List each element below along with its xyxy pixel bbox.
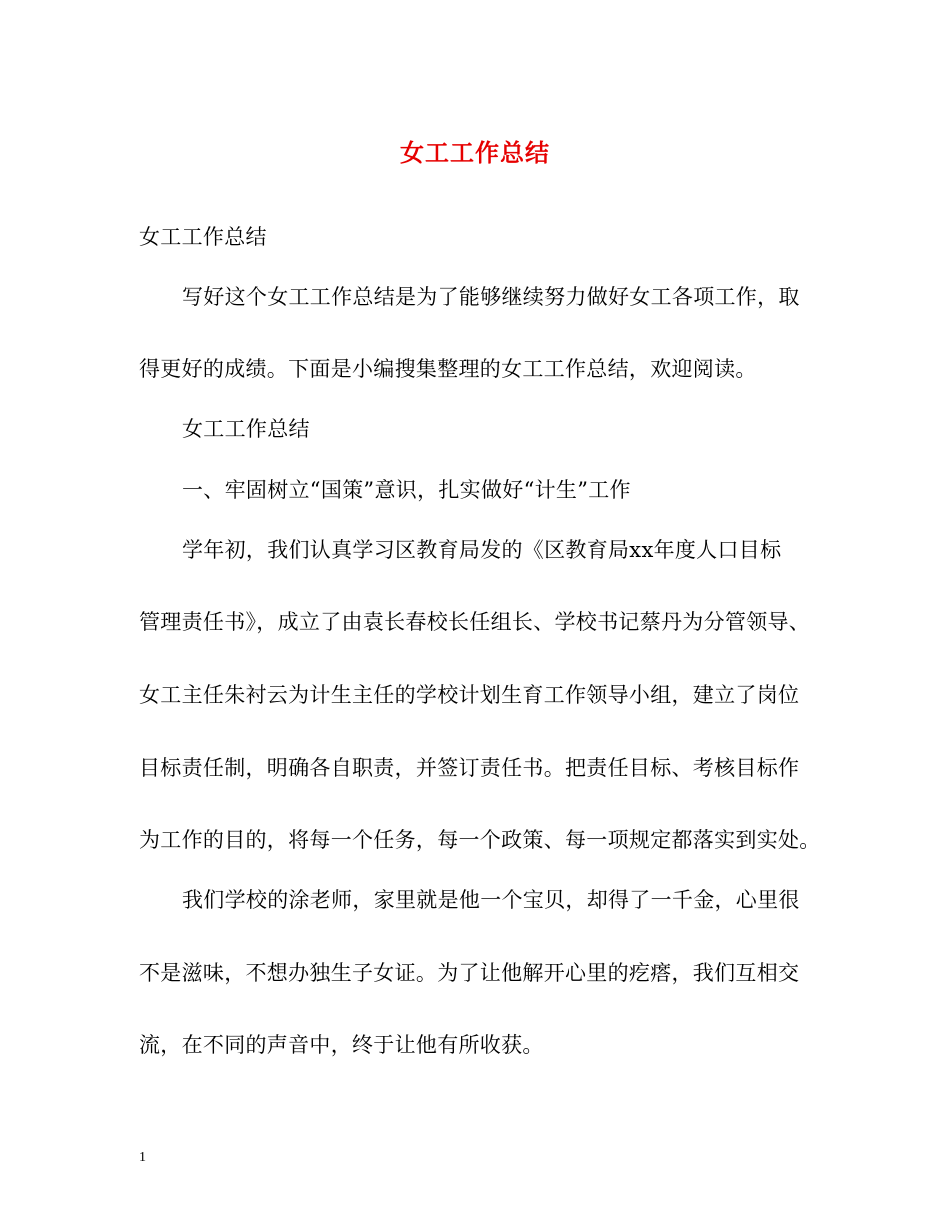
para1-line-4: 目标责任制，明确各自职责，并签订责任书。把责任目标、考核目标作 [139,756,800,780]
para1-line-3: 女工主任朱衬云为计生主任的学校计划生育工作领导小组，建立了岗位 [139,683,800,707]
document-title: 女工工作总结 [400,138,550,167]
heading-1: 一、牢固树立“国策”意识，扎实做好“计生”工作 [182,478,631,502]
para1-line-2: 管理责任书》，成立了由袁长春校长任组长、学校书记蔡丹为分管领导、 [139,610,811,634]
subtitle: 女工工作总结 [139,225,267,249]
section-title: 女工工作总结 [182,417,310,441]
para2-line-2: 不是滋味，不想办独生子女证。为了让他解开心里的疙瘩，我们互相交 [139,961,800,985]
para2-line-3: 流，在不同的声音中，终于让他有所收获。 [139,1033,544,1057]
para1-line-5: 为工作的目的，将每一个任务，每一个政策、每一项规定都落实到实处。 [139,828,821,852]
para1-line-1: 学年初，我们认真学习区教育局发的《区教育局xx年度人口目标 [182,538,782,562]
page-number: 1 [139,1150,146,1165]
intro-line-2: 得更好的成绩。下面是小编搜集整理的女工工作总结，欢迎阅读。 [139,357,757,381]
intro-line-1: 写好这个女工工作总结是为了能够继续努力做好女工各项工作，取 [182,285,800,309]
para2-line-1: 我们学校的涂老师，家里就是他一个宝贝，却得了一千金，心里很 [182,888,800,912]
